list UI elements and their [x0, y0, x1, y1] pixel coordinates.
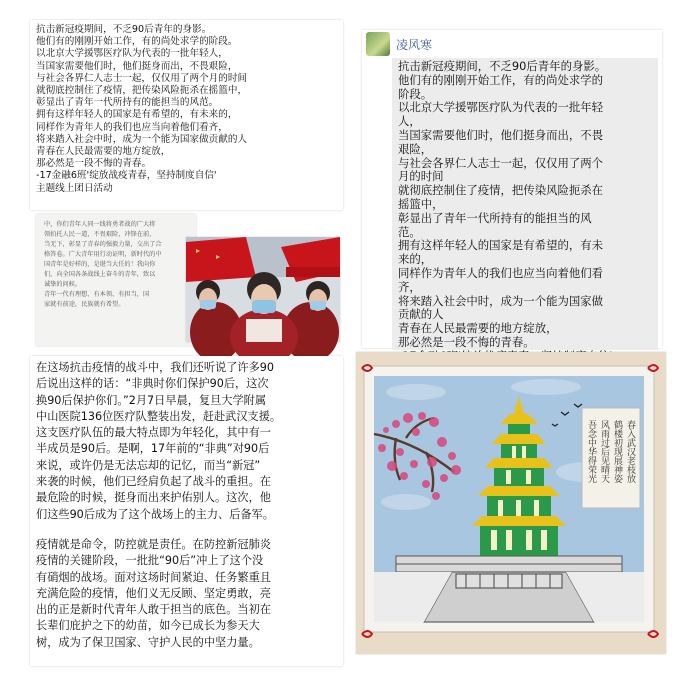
article-paragraph-1	[30, 356, 343, 527]
text-line: 这支医疗队伍的最大特点即为年轻化，其中有一	[36, 426, 271, 440]
text-line: 在这场抗击疫情的战斗中，我们还听说了许多90	[36, 361, 274, 374]
text-line: 疫情就是命令，防控就是责任。在防控新冠肺炎	[36, 537, 271, 551]
text-line: 当国家需要他们时，他们挺身而出，不畏艰险，	[36, 60, 238, 72]
text-line: 月的时间	[398, 169, 444, 184]
yellow-crane-tower-drawing	[356, 352, 666, 654]
chat-message	[362, 30, 662, 348]
text-line: 青春在人民最需要的地方绽放，	[36, 146, 171, 158]
text-line: 后说出这样的话：“非典时你们保护90后，这次	[36, 377, 269, 391]
text-line: 最危险的时候，挺身而出来护佑别人。这次，他	[36, 491, 271, 505]
text-line: 们，向全国各条战线上奋斗的青年，致以	[44, 271, 156, 278]
poem-line: 鹤楼初现展神姿	[612, 420, 622, 483]
user-name[interactable]: 凌风寒	[396, 37, 433, 52]
text-line: 国青年是好样的，是堪当大任的！我向你	[44, 261, 156, 268]
text-line: 充满危险的疫情，他们义无反顾、坚定勇敢，亮	[36, 586, 271, 600]
text-line: 中，你们青年人同一线将勇者战的广大将	[44, 221, 156, 228]
text-line: 有硝烟的战场。面对这场时间紧迫、任务繁重且	[36, 570, 271, 584]
text-line: 将来踏入社会中时，成为一个能为国家做贡献的人	[36, 133, 248, 145]
text-line: 同样作为青年人的我们也应当向着他们看	[398, 265, 604, 280]
article-paragraph-2	[30, 533, 343, 655]
text-line: 彰显出了青年一代所持有的能担当的风范。	[36, 97, 219, 109]
text-line: 他们有的刚刚开始工作，有的尚处求学的阶段。	[36, 36, 238, 48]
text-line: 青春在人民最需要的地方绽放，	[398, 321, 558, 336]
poem-line: 吾念中华得荣光	[586, 420, 596, 483]
text-line: 就彻底控制住了疫情，把传染风险扼杀在	[398, 183, 604, 198]
text-line: 同样作为青年人的我们也应当向着他们看齐，	[36, 121, 228, 133]
text-line: -17金融6班'绽放战疫青春，坚持制度自信'	[36, 170, 217, 182]
text-line: 家就有前途，民族就有希望。	[44, 301, 125, 308]
medical-team-photo	[186, 237, 340, 342]
text-line: 树，成为了保卫国家、守护人民的中坚力量。	[36, 635, 260, 649]
text-line: 拥有这样年轻人的国家是有希望的，有未来的，	[36, 109, 238, 121]
text-line: 主题线上团日活动	[36, 182, 113, 194]
text-line: 当国家需要他们时，他们挺身而出，不畏	[398, 127, 604, 142]
left-post-text	[30, 20, 343, 199]
text-line: 那必然是一段不悔的青春。	[36, 158, 152, 170]
text-line: 阶段。	[398, 86, 433, 101]
text-line: 青年一代有理想、有本领、有担当，国	[44, 291, 150, 298]
poem-line: 春入武汉老枝放	[625, 420, 635, 483]
text-line: 换90后保护你们。”2月7日早晨，复旦大学附属	[36, 393, 267, 407]
text-line: 摇篮中，	[398, 196, 444, 211]
text-line: 中山医院136位医疗队整装出发，赶赴武汉支援。	[36, 409, 282, 423]
poem-line: 风雨过后见晴天	[599, 420, 609, 483]
text-line: 范。	[398, 224, 421, 239]
text-line: 格答卷。广大青年用行动证明，新时代的中	[44, 251, 162, 258]
text-line: 就彻底控制住了疫情，把传染风险扼杀在摇篮中，	[36, 85, 248, 97]
text-line: 当无下，彰显了青春的强毅力量，交出了合	[44, 241, 162, 248]
text-line: 艰险，	[398, 141, 433, 156]
text-line: 来说，或许仍是无法忘却的记忆，而当“新冠”	[36, 458, 261, 472]
user-avatar[interactable]	[366, 32, 390, 56]
text-line: 疫情的关键阶段，一批批“90后”冲上了这个没	[36, 554, 264, 568]
text-line: 他们有的刚刚开始工作，有的尚处求学的	[398, 72, 604, 87]
text-line: 以北京大学援鄂医疗队为代表的一批年轻	[398, 100, 604, 115]
text-line: 人，	[398, 114, 421, 129]
text-line: 抗击新冠疫期间，不乏90后青年的身影。	[36, 24, 212, 35]
text-line: 以北京大学援鄂医疗队为代表的一批年轻人，	[36, 48, 228, 60]
text-line: 诚挚的问候。	[44, 281, 82, 288]
text-line: 抗击新冠疫期间，不乏90后青年的身影。	[398, 59, 607, 73]
text-line: 齐，	[398, 279, 421, 294]
article-text	[30, 356, 343, 666]
text-line: 贡献的人	[398, 307, 444, 322]
left-post	[30, 20, 343, 210]
text-line: 领拍托人民一道，不畏艰险，冲锋在前，	[44, 231, 156, 238]
text-line: 彰显出了青年一代所持有的能担当的风	[398, 210, 592, 225]
document-page-thumbnail	[36, 214, 196, 346]
text-line: 与社会各界仁人志士一起，仅仅用了两个	[398, 155, 604, 170]
chat-message-body	[392, 58, 658, 350]
text-line: 来的，	[398, 252, 433, 267]
text-line: 与社会各界仁人志士一起，仅仅用了两个月的时间	[36, 72, 248, 84]
text-line: 们这些90后成为了这个战场上的主力、后备军。	[36, 507, 274, 521]
text-line: 出的正是新时代青年人敢于担当的底色。当初在	[36, 603, 271, 617]
text-line: 将来踏入社会中时，成为一个能为国家做	[398, 293, 604, 308]
text-line: 拥有这样年轻人的国家是有希望的，有未	[398, 238, 604, 253]
text-line: 长辈们庇护之下的幼苗，如今已成长为参天大	[36, 619, 260, 633]
text-line: 那必然是一段不悔的青春。	[398, 334, 535, 349]
text-line: 来袭的时候，他们已经肩负起了战斗的重担。在	[36, 475, 271, 489]
text-line: 半成员是90后。是啊，17年前的“非典”对90后	[36, 442, 270, 456]
